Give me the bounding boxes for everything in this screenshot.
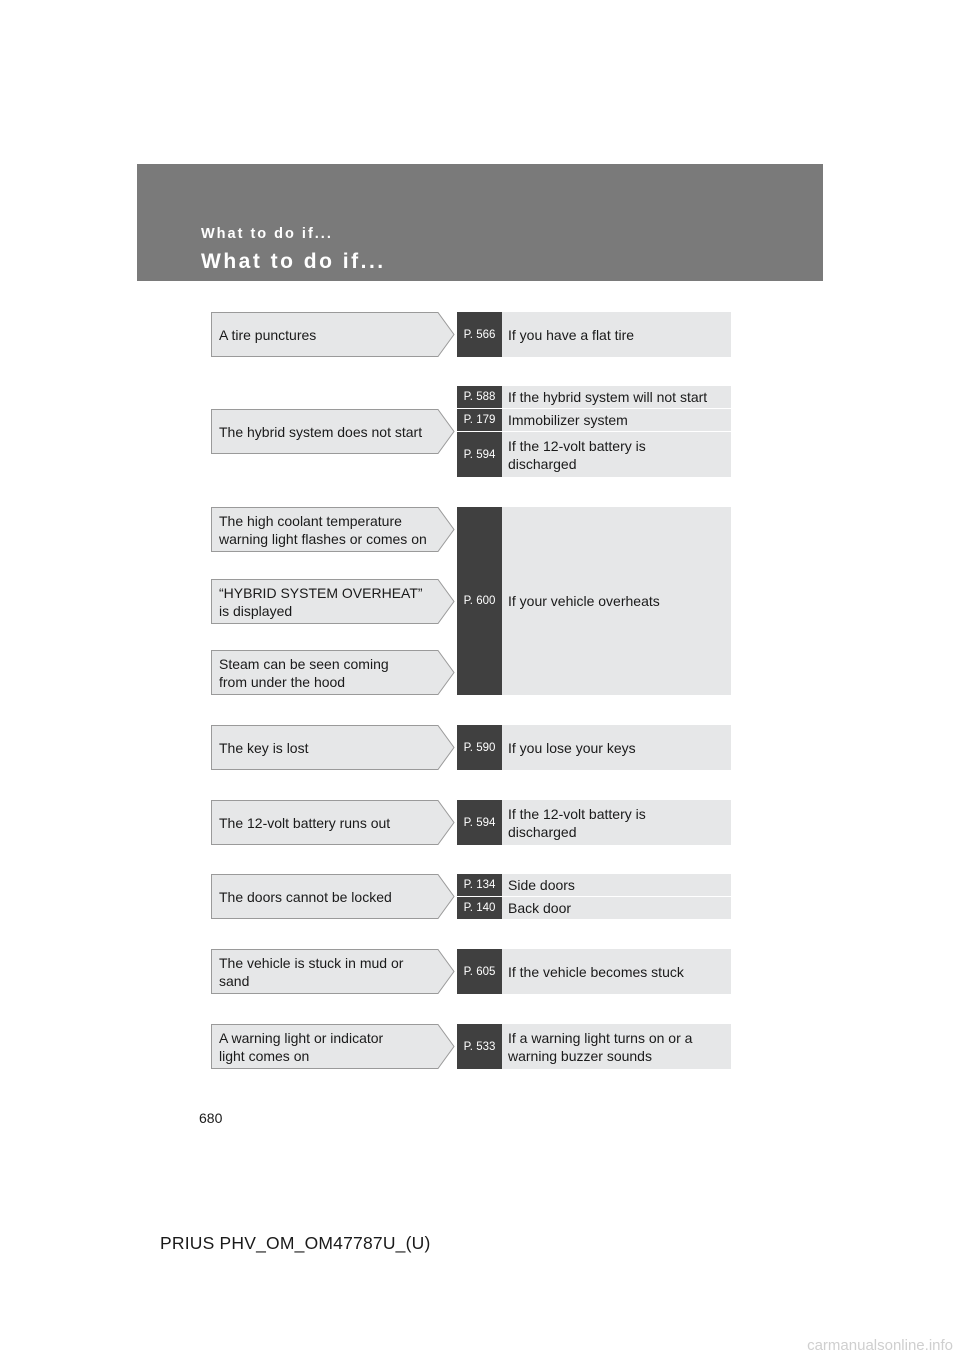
- page-reference: P. 134: [457, 874, 502, 896]
- reference-text: If the hybrid system will not start: [508, 389, 708, 405]
- reference-row: [457, 874, 731, 896]
- symptom-box: [211, 800, 455, 845]
- symptom-box: [211, 1024, 455, 1069]
- page-number: 680: [199, 1110, 223, 1126]
- symptom-box: [211, 949, 455, 994]
- symptom-box: [211, 312, 455, 357]
- reference-row: [457, 507, 731, 695]
- symptom-text: Steam can be seen coming from under the hood: [219, 655, 389, 690]
- reference-text: If the vehicle becomes stuck: [508, 963, 684, 980]
- symptom-text: A warning light or indicator light comes on: [219, 1029, 384, 1064]
- page-reference: P. 140: [457, 897, 502, 919]
- page-reference: P. 590: [457, 725, 502, 770]
- symptom-text: The vehicle is stuck in mud or sand: [219, 954, 404, 989]
- symptom-text: The high coolant temperature warning light flashes or comes on: [219, 512, 427, 547]
- symptom-box: [211, 874, 455, 919]
- reference-row: [457, 432, 731, 477]
- page-reference: P. 594: [457, 432, 502, 477]
- reference-row: [457, 312, 731, 357]
- page-reference: P. 533: [457, 1024, 502, 1069]
- symptom-text: The key is lost: [219, 739, 309, 756]
- reference-row: [457, 897, 731, 919]
- reference-row: [457, 949, 731, 994]
- symptom-box: [211, 725, 455, 770]
- symptom-text: The 12-volt battery runs out: [219, 814, 391, 831]
- watermark: carmanualsonline.info: [807, 1337, 953, 1354]
- reference-text: Back door: [508, 900, 572, 916]
- symptom-box: [211, 409, 455, 454]
- page-reference: P. 600: [457, 507, 502, 695]
- reference-row: [457, 409, 731, 431]
- reference-row: [457, 725, 731, 770]
- header-title: What to do if...: [201, 250, 386, 273]
- reference-text: If the 12-volt battery is discharged: [508, 805, 646, 840]
- reference-text: If a warning light turns on or a warning buzzer sounds: [508, 1029, 693, 1064]
- reference-text: Immobilizer system: [508, 412, 628, 428]
- reference-text: If your vehicle overheats: [508, 593, 660, 609]
- reference-row: [457, 800, 731, 845]
- symptom-text: The hybrid system does not start: [219, 423, 423, 440]
- symptom-text: “HYBRID SYSTEM OVERHEAT” is displayed: [219, 584, 423, 619]
- symptom-text: A tire punctures: [219, 326, 317, 343]
- section-header: [137, 164, 823, 281]
- page-reference: P. 566: [457, 312, 502, 357]
- reference-text: Side doors: [508, 877, 575, 893]
- page-reference: P. 179: [457, 409, 502, 431]
- page-reference: P. 605: [457, 949, 502, 994]
- reference-row: [457, 386, 731, 408]
- reference-text: If the 12-volt battery is discharged: [508, 437, 646, 472]
- reference-text: If you have a flat tire: [508, 326, 635, 343]
- page-reference: P. 594: [457, 800, 502, 845]
- symptom-box: [211, 507, 455, 552]
- symptom-box: [211, 650, 455, 695]
- document-footer: PRIUS PHV_OM_OM47787U_(U): [160, 1233, 431, 1253]
- reference-text: If you lose your keys: [508, 739, 636, 756]
- symptom-box: [211, 579, 455, 624]
- header-subtitle: What to do if...: [201, 226, 333, 242]
- reference-row: [457, 1024, 731, 1069]
- page-reference: P. 588: [457, 386, 502, 408]
- symptom-text: The doors cannot be locked: [219, 888, 392, 905]
